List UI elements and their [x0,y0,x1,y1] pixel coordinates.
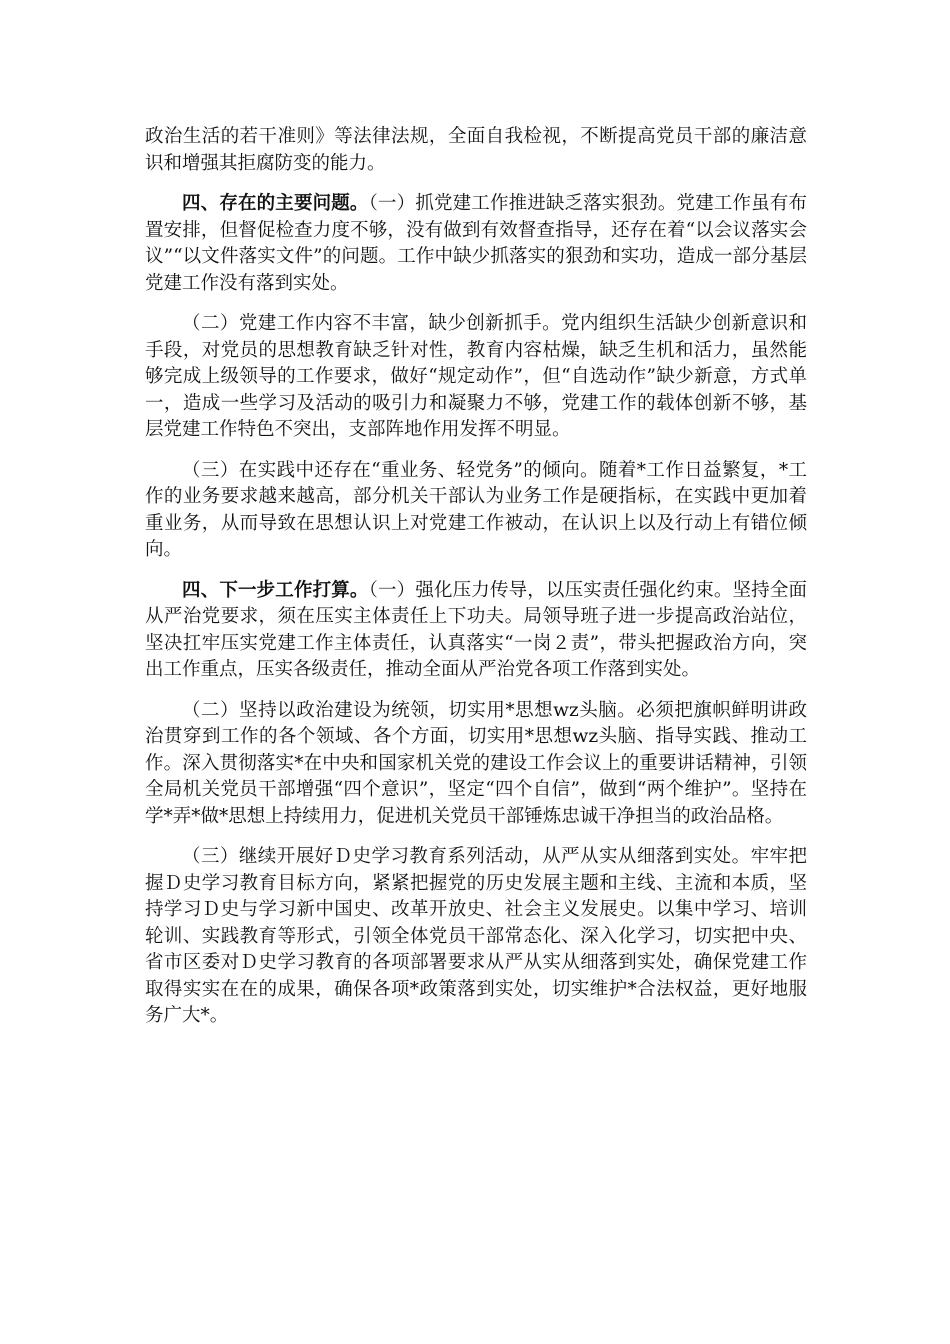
paragraph-text: （一）强化压力传导，以压实责任强化约束。坚持全面从严治党要求，须在压实主体责任上下功夫。局领导班子进一步提高政治站位，坚决扛牢压实党建工作主体责任，认真落实“一岗２责”，带头把握政治方向，突出工作重点，压实各级责任，推动全面从严治党各项工作落到实处。 [145,579,807,680]
paragraph-text: （三）在实践中还存在“重业务、轻党务”的倾向。随着*工作日益繁复，*工作的业务要求越来越高，部分机关干部认为业务工作是硬指标，在实践中更加着重业务，从而导致在思想认识上对党建工作被动，在认识上以及行动上有错位倾向。 [145,459,807,560]
document-body [145,124,807,1044]
paragraph-text: （一）抓党建工作推进缺乏落实狠劲。党建工作虽有布置安排，但督促检查力度不够，没有做到有效督查指导，还存在着“以会议落实会议”“以文件落实文件”的问题。工作中缺少抓落实的狠劲和实功，造成一部分基层党建工作没有落到实处。 [145,193,807,294]
paragraph-problems-3 [145,458,807,564]
paragraph-plans-2 [145,698,807,831]
paragraph-problems-2 [145,311,807,444]
paragraph-plans-3 [145,844,807,1030]
paragraph-problems-1 [145,191,807,297]
paragraph-text: 政治生活的若干准则》等法律法规，全面自我检视，不断提高党员干部的廉洁意识和增强其拒腐防变的能力。 [145,126,807,174]
paragraph-text: （三）继续开展好Ｄ史学习教育系列活动，从严从实从细落到实处。牢牢把握Ｄ史学习教育目标方向，紧紧把握党的历史发展主题和主线、主流和本质，坚持学习Ｄ史与学习新中国史、改革开放史、社会主义发展史。以集中学习、培训轮训、实践教育等形式，引领全体党员干部常态化、深入化学习，切实把中央、省市区委对Ｄ史学习教育的各项部署要求从严从实从细落到实处，确保党建工作取得实实在在的成果，确保各项*政策落到实处，切实维护*合法权益，更好地服务广大*。 [145,846,807,1026]
paragraph-continuation [145,124,807,177]
paragraph-text: （二）党建工作内容不丰富，缺少创新抓手。党内组织生活缺少创新意识和手段，对党员的思想教育缺乏针对性，教育内容枯燥，缺乏生机和活力，虽然能够完成上级领导的工作要求，做好“规定动作”，但“自选动作”缺少新意，方式单一，造成一些学习及活动的吸引力和凝聚力不够，党建工作的载体创新不够，基层党建工作特色不突出，支部阵地作用发挥不明显。 [145,313,807,440]
paragraph-plans-1 [145,578,807,684]
paragraph-text: （二）坚持以政治建设为统领，切实用*思想wz头脑。必须把旗帜鲜明讲政治贯穿到工作的各个领域、各个方面，切实用*思想wz头脑、指导实践、推动工作。深入贯彻落实*在中央和国家机关党的建设工作会议上的重要讲话精神，引领全局机关党员干部增强“四个意识”，坚定“四个自信”，做到“两个维护”。坚持在学*弄*做*思想上持续用力，促进机关党员干部锤炼忠诚干净担当的政治品格。 [145,699,807,827]
section-heading-plans: 四、下一步工作打算。 [182,579,369,601]
section-heading-problems: 四、存在的主要问题。 [182,193,369,214]
